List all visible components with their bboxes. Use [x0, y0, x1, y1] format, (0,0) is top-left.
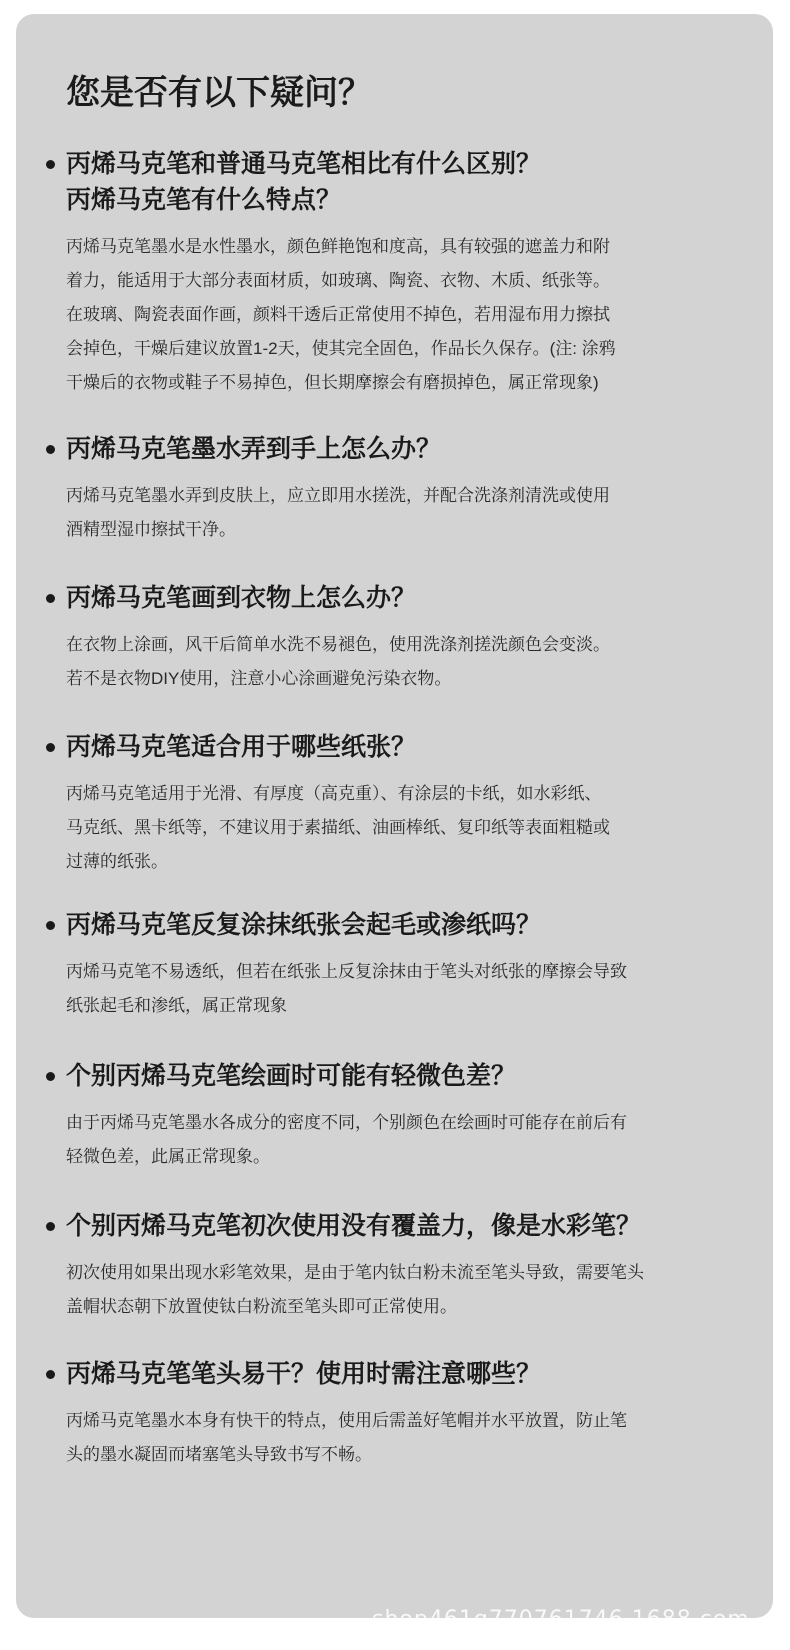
bullet-icon — [46, 160, 55, 169]
question-line: 丙烯马克笔和普通马克笔相比有什么区别？ — [66, 150, 542, 178]
bullet-icon — [46, 921, 55, 930]
faq-item — [46, 146, 746, 400]
faq-question — [46, 146, 746, 218]
answer-line: 若不是衣物DIY使用，注意小心涂画避免污染衣物。 — [66, 669, 452, 688]
faq-item — [46, 1208, 746, 1324]
answer-line: 头的墨水凝固而堵塞笔头导致书写不畅。 — [66, 1445, 372, 1464]
answer-line: 着力，能适用于大部分表面材质，如玻璃、陶瓷、衣物、木质、纸张等。 — [66, 271, 610, 290]
question-line: 个别丙烯马克笔绘画时可能有轻微色差？ — [66, 1062, 517, 1090]
bullet-icon — [46, 1072, 55, 1081]
answer-line: 在玻璃、陶瓷表面作画，颜料干透后正常使用不掉色，若用湿布用力擦拭 — [66, 305, 610, 324]
question-line: 个别丙烯马克笔初次使用没有覆盖力，像是水彩笔？ — [66, 1212, 642, 1240]
faq-item — [46, 729, 746, 879]
faq-answer — [66, 1404, 746, 1472]
faq-question — [46, 1058, 746, 1094]
faq-question — [46, 1208, 746, 1244]
faq-question — [46, 431, 746, 467]
answer-line: 丙烯马克笔不易透纸，但若在纸张上反复涂抹由于笔头对纸张的摩擦会导致 — [66, 962, 627, 981]
faq-item — [46, 1356, 746, 1472]
faq-item — [46, 907, 746, 1023]
bullet-icon — [46, 594, 55, 603]
faq-answer — [66, 230, 746, 400]
question-line: 丙烯马克笔墨水弄到手上怎么办？ — [66, 435, 442, 463]
faq-answer — [66, 777, 746, 879]
faq-answer — [66, 479, 746, 547]
faq-question — [46, 907, 746, 943]
answer-line: 在衣物上涂画，风干后简单水洗不易褪色，使用洗涤剂搓洗颜色会变淡。 — [66, 635, 610, 654]
answer-line: 盖帽状态朝下放置使钛白粉流至笔头即可正常使用。 — [66, 1297, 457, 1316]
answer-line: 轻微色差，此属正常现象。 — [66, 1147, 270, 1166]
faq-item — [46, 580, 746, 696]
faq-question — [46, 729, 746, 765]
faq-answer — [66, 628, 746, 696]
question-line: 丙烯马克笔反复涂抹纸张会起毛或渗纸吗？ — [66, 911, 542, 939]
faq-question — [46, 1356, 746, 1392]
answer-line: 由于丙烯马克笔墨水各成分的密度不同，个别颜色在绘画时可能存在前后有 — [66, 1113, 627, 1132]
answer-line: 会掉色，干燥后建议放置1-2天，使其完全固色，作品长久保存。(注: 涂鸦 — [66, 339, 616, 358]
faq-question — [46, 580, 746, 616]
answer-line: 丙烯马克笔墨水弄到皮肤上，应立即用水搓洗，并配合洗涤剂清洗或使用 — [66, 486, 610, 505]
answer-line: 过薄的纸张。 — [66, 852, 168, 871]
bullet-icon — [46, 1370, 55, 1379]
answer-line: 干燥后的衣物或鞋子不易掉色，但长期摩擦会有磨损掉色，属正常现象) — [66, 373, 599, 392]
answer-line: 酒精型湿巾擦拭干净。 — [66, 520, 236, 539]
watermark: shop461g770761746.1688.com — [372, 1607, 750, 1632]
answer-line: 纸张起毛和渗纸，属正常现象 — [66, 996, 287, 1015]
faq-item — [46, 431, 746, 547]
bullet-icon — [46, 743, 55, 752]
faq-answer — [66, 1256, 746, 1324]
faq-answer — [66, 955, 746, 1023]
faq-item — [46, 1058, 746, 1174]
answer-line: 马克纸、黑卡纸等，不建议用于素描纸、油画棒纸、复印纸等表面粗糙或 — [66, 818, 610, 837]
question-line: 丙烯马克笔适合用于哪些纸张？ — [66, 733, 417, 761]
question-line: 丙烯马克笔有什么特点？ — [66, 186, 342, 214]
faq-answer — [66, 1106, 746, 1174]
question-line: 丙烯马克笔画到衣物上怎么办？ — [66, 584, 417, 612]
answer-line: 初次使用如果出现水彩笔效果，是由于笔内钛白粉未流至笔头导致，需要笔头 — [66, 1263, 644, 1282]
answer-line: 丙烯马克笔适用于光滑、有厚度（高克重）、有涂层的卡纸，如水彩纸、 — [66, 784, 602, 803]
answer-line: 丙烯马克笔墨水本身有快干的特点，使用后需盖好笔帽并水平放置，防止笔 — [66, 1411, 627, 1430]
page-title: 您是否有以下疑问？ — [66, 74, 372, 112]
answer-line: 丙烯马克笔墨水是水性墨水，颜色鲜艳饱和度高，具有较强的遮盖力和附 — [66, 237, 610, 256]
bullet-icon — [46, 445, 55, 454]
question-line: 丙烯马克笔笔头易干？使用时需注意哪些？ — [66, 1360, 542, 1388]
bullet-icon — [46, 1222, 55, 1231]
